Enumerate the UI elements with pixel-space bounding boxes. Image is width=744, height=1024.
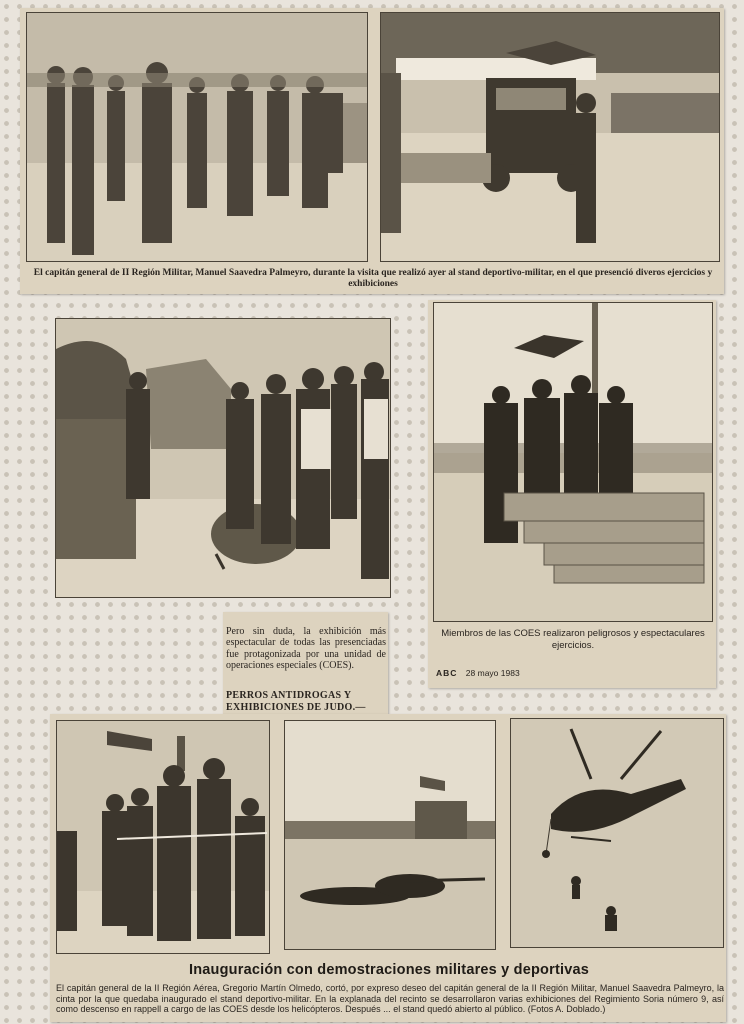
photo-helicopter-rappel (510, 718, 724, 948)
photo-prone-soldiers (284, 720, 496, 950)
photo-wreath-ceremony (55, 318, 391, 598)
source-date: 28 mayo 1983 (465, 668, 520, 678)
bottom-body-text: El capitán general de la II Región Aérea, Gregorio Martín Olmedo, cortó, por expreso deseo del capitán general de la II Región Militar, Manuel Saavedra Palmeyro, la cinta por la que quedaba inaugurado el stand deportivo-militar. En la explanada del recinto se desarrollaron varias exhibiciones del Regimiento Soria número 9, así como descenso en rappell a cargo de las COES desde los helicópteros. Después ... el stand quedó abierto al público. (Fotos A. Doblado.) (56, 983, 724, 1014)
coes-caption: Miembros de las COES realizaron peligrosos y espectaculares ejercicios. (441, 628, 705, 651)
column-subhead: PERROS ANTIDROGAS Y EXHIBICIONES DE JUDO.— (226, 690, 366, 713)
source-publication: ABC (436, 668, 458, 678)
photo-jeep-exhibition (380, 12, 720, 262)
top-caption: El capitán general de II Región Militar, Manuel Saavedra Palmeyro, durante la visita que realizó ayer al stand deportivo-militar, en el que presenció diveros ejercicios y exhibiciones (33, 268, 713, 289)
photo-coes-exercise (433, 302, 713, 622)
source-line (436, 668, 520, 678)
photo-ribbon-cutting (56, 720, 270, 954)
photo-officers-visit (26, 12, 368, 262)
column-paragraph: Pero sin duda, la exhibición más espectacular de todas las presenciadas fue protagonizada por una unidad de operaciones especiales (COES). (226, 625, 386, 671)
bottom-headline: Inauguración con demostraciones militares y deportivas (189, 962, 589, 978)
